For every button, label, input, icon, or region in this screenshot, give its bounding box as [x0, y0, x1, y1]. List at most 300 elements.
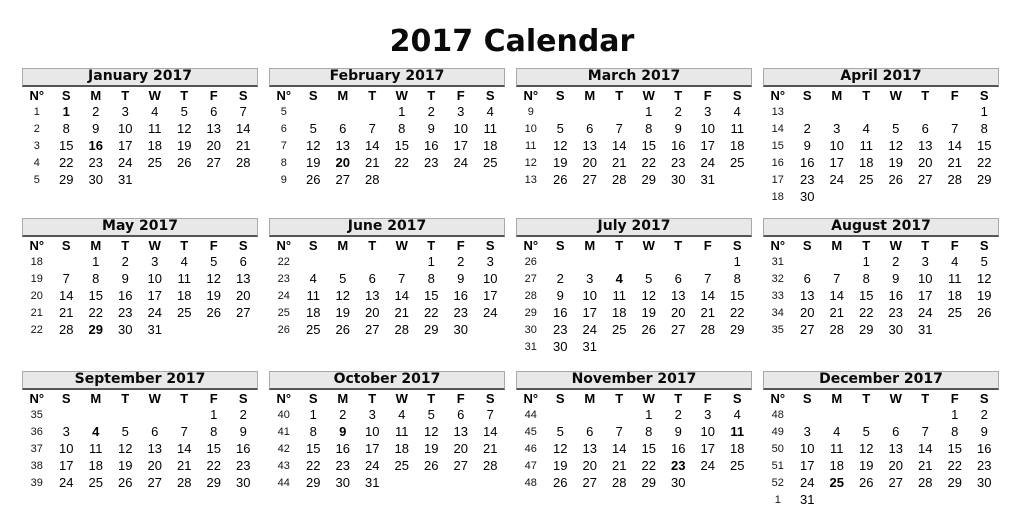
week-number-cell: 7	[280, 139, 287, 152]
day-column-header: W	[395, 87, 408, 103]
day-cell: 30	[236, 475, 251, 490]
day-cell: 26	[641, 322, 656, 337]
day-cell: 3	[457, 104, 465, 119]
day-cell: 9	[674, 424, 682, 439]
day-cell: 20	[888, 458, 903, 473]
day-cell: 5	[427, 407, 435, 422]
week-row	[763, 287, 999, 304]
day-cell: 6	[674, 271, 682, 286]
day-cell: 12	[641, 288, 656, 303]
month-table-august	[763, 237, 999, 338]
day-header-row	[763, 390, 999, 406]
empty-day-cell	[170, 406, 200, 423]
day-cell: 4	[733, 407, 741, 422]
day-cell: 1	[645, 407, 653, 422]
day-cell: 4	[733, 104, 741, 119]
day-cell: 24	[700, 155, 715, 170]
day-cell: 3	[62, 424, 70, 439]
week-number-cell: 18	[30, 255, 43, 268]
day-cell: 17	[918, 288, 933, 303]
week-row	[516, 304, 752, 321]
empty-day-cell	[476, 171, 506, 188]
day-cell: 30	[671, 475, 686, 490]
month-june	[269, 218, 505, 338]
month-november	[516, 371, 752, 491]
empty-day-cell	[52, 406, 82, 423]
day-cell: 18	[88, 458, 103, 473]
day-column-header: S	[732, 87, 742, 103]
empty-day-cell	[417, 171, 447, 188]
day-column-header: F	[209, 237, 218, 253]
day-cell: 1	[733, 254, 741, 269]
day-column-header: T	[121, 87, 130, 103]
week-row	[763, 321, 999, 338]
day-cell: 24	[118, 155, 133, 170]
day-column-header: W	[642, 390, 655, 406]
week-row	[516, 457, 752, 474]
empty-day-cell	[723, 171, 753, 188]
month-title-september: September 2017	[22, 371, 258, 390]
empty-day-cell	[911, 188, 941, 205]
day-cell: 16	[671, 441, 686, 456]
day-cell: 16	[335, 441, 350, 456]
day-cell: 11	[306, 288, 320, 303]
day-cell: 19	[306, 155, 321, 170]
week-row	[763, 137, 999, 154]
day-column-header: M	[90, 237, 102, 253]
day-cell: 4	[92, 424, 100, 439]
day-cell: 27	[671, 322, 686, 337]
empty-day-cell	[911, 103, 941, 120]
day-cell: 18	[829, 458, 844, 473]
day-column-header: T	[427, 237, 436, 253]
day-cell: 8	[645, 121, 653, 136]
day-cell: 7	[921, 424, 929, 439]
week-row	[763, 423, 999, 440]
week-number-cell: 4	[33, 156, 40, 169]
day-column-header: T	[615, 390, 624, 406]
day-cell: 20	[236, 288, 251, 303]
empty-day-cell	[328, 103, 358, 120]
day-column-header: S	[308, 237, 318, 253]
day-cell: 2	[674, 407, 682, 422]
day-cell: 2	[92, 104, 100, 119]
day-cell: 8	[92, 271, 100, 286]
empty-day-cell	[575, 406, 605, 423]
day-cell: 13	[800, 288, 815, 303]
day-cell: 12	[177, 121, 192, 136]
month-title-march: March 2017	[516, 68, 752, 87]
day-cell: 25	[829, 475, 844, 490]
week-number-cell: 8	[280, 156, 287, 169]
day-header-row	[22, 237, 258, 253]
day-cell: 3	[151, 254, 159, 269]
day-cell: 16	[977, 441, 992, 456]
empty-day-cell	[199, 321, 229, 338]
day-header-row	[516, 390, 752, 406]
empty-day-cell	[170, 171, 200, 188]
day-cell: 7	[951, 121, 959, 136]
week-row	[22, 457, 258, 474]
week-number-cell: 26	[277, 323, 290, 336]
week-number-cell: 46	[524, 442, 537, 455]
week-row	[269, 474, 505, 491]
day-cell: 23	[424, 155, 439, 170]
day-cell: 24	[918, 305, 933, 320]
day-cell: 11	[177, 271, 191, 286]
day-cell: 17	[147, 288, 162, 303]
week-number-cell: 23	[277, 272, 290, 285]
month-table-may	[22, 237, 258, 338]
day-cell: 18	[947, 288, 962, 303]
day-cell: 12	[888, 138, 903, 153]
empty-day-cell	[852, 103, 882, 120]
day-cell: 20	[147, 458, 162, 473]
week-number-cell: 9	[280, 173, 287, 186]
day-cell: 4	[951, 254, 959, 269]
day-cell: 20	[453, 441, 468, 456]
day-column-header: S	[485, 87, 495, 103]
month-december	[763, 371, 999, 508]
day-cell: 23	[453, 305, 468, 320]
week-row	[22, 287, 258, 304]
day-cell: 13	[582, 441, 597, 456]
day-cell: 27	[147, 475, 162, 490]
empty-day-cell	[822, 491, 852, 508]
week-number-cell: 21	[30, 306, 43, 319]
day-cell: 2	[457, 254, 465, 269]
day-cell: 24	[829, 172, 844, 187]
day-cell: 22	[424, 305, 439, 320]
day-cell: 10	[453, 121, 468, 136]
day-column-header: S	[802, 390, 812, 406]
day-header-row	[516, 237, 752, 253]
day-cell: 2	[980, 407, 988, 422]
day-cell: 3	[704, 104, 712, 119]
week-number-cell: 28	[524, 289, 537, 302]
day-column-header: T	[674, 237, 683, 253]
day-cell: 10	[829, 138, 844, 153]
day-cell: 14	[612, 138, 627, 153]
day-cell: 31	[147, 322, 162, 337]
week-row	[763, 188, 999, 205]
month-table-september	[22, 390, 258, 491]
empty-day-cell	[387, 253, 417, 270]
day-column-header: F	[703, 87, 712, 103]
empty-day-cell	[299, 253, 329, 270]
week-number-cell: 6	[280, 122, 287, 135]
day-cell: 8	[427, 271, 435, 286]
week-row	[516, 474, 752, 491]
day-cell: 10	[365, 424, 380, 439]
day-cell: 7	[615, 424, 623, 439]
week-number-cell: 18	[771, 190, 784, 203]
day-column-header: T	[368, 237, 377, 253]
day-cell: 13	[453, 424, 468, 439]
day-cell: 6	[803, 271, 811, 286]
day-column-header: F	[703, 390, 712, 406]
day-cell: 13	[365, 288, 380, 303]
day-cell: 22	[59, 155, 74, 170]
empty-day-cell	[546, 253, 576, 270]
day-column-header: M	[90, 87, 102, 103]
day-cell: 27	[453, 458, 468, 473]
day-cell: 23	[800, 172, 815, 187]
day-cell: 28	[700, 322, 715, 337]
day-cell: 17	[700, 441, 715, 456]
day-column-header: S	[555, 390, 565, 406]
week-row	[22, 103, 258, 120]
month-title-april: April 2017	[763, 68, 999, 87]
day-cell: 7	[704, 271, 712, 286]
empty-day-cell	[81, 406, 111, 423]
week-number-cell: 9	[527, 105, 534, 118]
week-number-cell: 3	[33, 139, 40, 152]
day-cell: 27	[365, 322, 380, 337]
day-column-header: S	[61, 390, 71, 406]
day-cell: 9	[121, 271, 129, 286]
day-cell: 30	[118, 322, 133, 337]
week-row	[22, 304, 258, 321]
day-cell: 7	[239, 104, 247, 119]
day-cell: 22	[641, 458, 656, 473]
day-cell: 29	[88, 322, 103, 337]
week-number-cell: 1	[774, 493, 781, 506]
week-row	[763, 491, 999, 508]
day-cell: 18	[612, 305, 627, 320]
day-cell: 12	[118, 441, 133, 456]
day-cell: 1	[645, 104, 653, 119]
week-number-cell: 12	[524, 156, 537, 169]
week-row	[269, 270, 505, 287]
empty-day-cell	[476, 474, 506, 491]
day-header-row	[269, 87, 505, 103]
week-row	[269, 406, 505, 423]
month-table-october	[269, 390, 505, 491]
day-column-header: W	[889, 237, 902, 253]
week-row	[269, 120, 505, 137]
day-cell: 12	[553, 138, 568, 153]
day-cell: 26	[335, 322, 350, 337]
day-cell: 29	[859, 322, 874, 337]
day-cell: 2	[239, 407, 247, 422]
day-column-header: S	[308, 87, 318, 103]
empty-day-cell	[634, 253, 664, 270]
empty-day-cell	[793, 253, 823, 270]
day-cell: 29	[206, 475, 221, 490]
day-cell: 11	[859, 138, 873, 153]
day-cell: 27	[582, 475, 597, 490]
week-row	[269, 423, 505, 440]
day-cell: 11	[612, 288, 626, 303]
day-cell: 27	[206, 155, 221, 170]
day-cell: 25	[947, 305, 962, 320]
day-cell: 26	[118, 475, 133, 490]
day-cell: 31	[800, 492, 815, 507]
day-cell: 12	[424, 424, 439, 439]
day-cell: 30	[453, 322, 468, 337]
week-row	[763, 406, 999, 423]
day-cell: 14	[59, 288, 74, 303]
day-cell: 28	[947, 172, 962, 187]
empty-day-cell	[970, 491, 1000, 508]
day-cell: 23	[553, 322, 568, 337]
day-cell: 16	[553, 305, 568, 320]
empty-day-cell	[605, 338, 635, 355]
day-cell: 26	[553, 172, 568, 187]
day-cell: 22	[859, 305, 874, 320]
day-cell: 23	[977, 458, 992, 473]
day-cell: 16	[888, 288, 903, 303]
day-column-header: M	[584, 390, 596, 406]
day-column-header: S	[61, 87, 71, 103]
week-row	[22, 423, 258, 440]
week-row	[22, 270, 258, 287]
empty-day-cell	[881, 103, 911, 120]
day-cell: 30	[335, 475, 350, 490]
week-row	[516, 171, 752, 188]
day-cell: 12	[335, 288, 350, 303]
empty-day-cell	[940, 321, 970, 338]
week-row	[763, 103, 999, 120]
day-cell: 11	[830, 441, 844, 456]
day-column-header: T	[427, 390, 436, 406]
day-cell: 28	[612, 172, 627, 187]
day-cell: 5	[309, 121, 317, 136]
week-number-cell: 5	[33, 173, 40, 186]
week-row	[763, 457, 999, 474]
week-row	[763, 154, 999, 171]
week-row	[22, 120, 258, 137]
day-cell: 9	[457, 271, 465, 286]
day-column-header: S	[802, 237, 812, 253]
day-cell: 15	[424, 288, 439, 303]
day-cell: 30	[553, 339, 568, 354]
day-cell: 5	[892, 121, 900, 136]
day-cell: 3	[921, 254, 929, 269]
day-cell: 24	[800, 475, 815, 490]
day-cell: 5	[210, 254, 218, 269]
day-cell: 20	[335, 155, 350, 170]
day-column-header: T	[615, 237, 624, 253]
day-cell: 15	[641, 138, 656, 153]
day-cell: 15	[306, 441, 321, 456]
empty-day-cell	[664, 253, 694, 270]
day-cell: 28	[365, 172, 380, 187]
empty-day-cell	[328, 253, 358, 270]
week-number-cell: 26	[524, 255, 537, 268]
day-cell: 28	[483, 458, 498, 473]
day-cell: 14	[700, 288, 715, 303]
day-cell: 17	[483, 288, 498, 303]
day-cell: 27	[800, 322, 815, 337]
week-number-cell: 24	[277, 289, 290, 302]
day-column-header: M	[337, 237, 349, 253]
day-cell: 29	[641, 475, 656, 490]
week-number-cell: 13	[524, 173, 537, 186]
day-column-header: W	[889, 390, 902, 406]
day-column-header: W	[395, 237, 408, 253]
day-column-header: W	[642, 237, 655, 253]
day-cell: 1	[862, 254, 870, 269]
day-cell: 17	[829, 155, 844, 170]
day-cell: 21	[918, 458, 933, 473]
day-cell: 28	[59, 322, 74, 337]
week-number-column-header: N°	[29, 87, 45, 103]
day-cell: 3	[803, 424, 811, 439]
day-cell: 22	[88, 305, 103, 320]
day-cell: 3	[704, 407, 712, 422]
day-column-header: S	[732, 390, 742, 406]
day-cell: 5	[556, 424, 564, 439]
week-row	[516, 338, 752, 355]
day-cell: 14	[483, 424, 498, 439]
empty-day-cell	[229, 171, 259, 188]
week-row	[763, 270, 999, 287]
day-column-header: M	[337, 87, 349, 103]
day-column-header: W	[148, 390, 161, 406]
day-cell: 30	[800, 189, 815, 204]
month-table-february	[269, 87, 505, 188]
day-cell: 20	[206, 138, 221, 153]
day-cell: 4	[833, 424, 841, 439]
day-column-header: W	[889, 87, 902, 103]
day-column-header: T	[921, 237, 930, 253]
week-number-cell: 36	[30, 425, 43, 438]
day-column-header: S	[308, 390, 318, 406]
week-row	[269, 253, 505, 270]
week-number-cell: 35	[771, 323, 784, 336]
day-cell: 1	[62, 104, 70, 119]
empty-day-cell	[446, 474, 476, 491]
day-cell: 20	[918, 155, 933, 170]
day-cell: 15	[947, 441, 962, 456]
day-column-header: T	[862, 390, 871, 406]
week-row	[763, 304, 999, 321]
day-cell: 26	[977, 305, 992, 320]
empty-day-cell	[546, 103, 576, 120]
day-column-header: T	[427, 87, 436, 103]
day-cell: 31	[700, 172, 715, 187]
day-cell: 5	[645, 271, 653, 286]
day-cell: 6	[368, 271, 376, 286]
day-cell: 31	[118, 172, 133, 187]
week-row	[22, 154, 258, 171]
week-number-column-header: N°	[523, 87, 539, 103]
day-cell: 30	[977, 475, 992, 490]
day-cell: 25	[612, 322, 627, 337]
day-cell: 13	[147, 441, 162, 456]
week-number-cell: 1	[33, 105, 40, 118]
day-cell: 8	[210, 424, 218, 439]
day-cell: 22	[306, 458, 321, 473]
day-cell: 4	[151, 104, 159, 119]
day-cell: 7	[398, 271, 406, 286]
day-cell: 18	[859, 155, 874, 170]
day-cell: 22	[947, 458, 962, 473]
day-cell: 1	[92, 254, 100, 269]
day-header-row	[516, 87, 752, 103]
day-cell: 9	[556, 288, 564, 303]
day-header-row	[763, 237, 999, 253]
empty-day-cell	[140, 406, 170, 423]
day-cell: 12	[306, 138, 321, 153]
empty-day-cell	[605, 406, 635, 423]
day-cell: 13	[206, 121, 221, 136]
day-cell: 11	[148, 121, 162, 136]
week-row	[22, 137, 258, 154]
day-cell: 6	[457, 407, 465, 422]
